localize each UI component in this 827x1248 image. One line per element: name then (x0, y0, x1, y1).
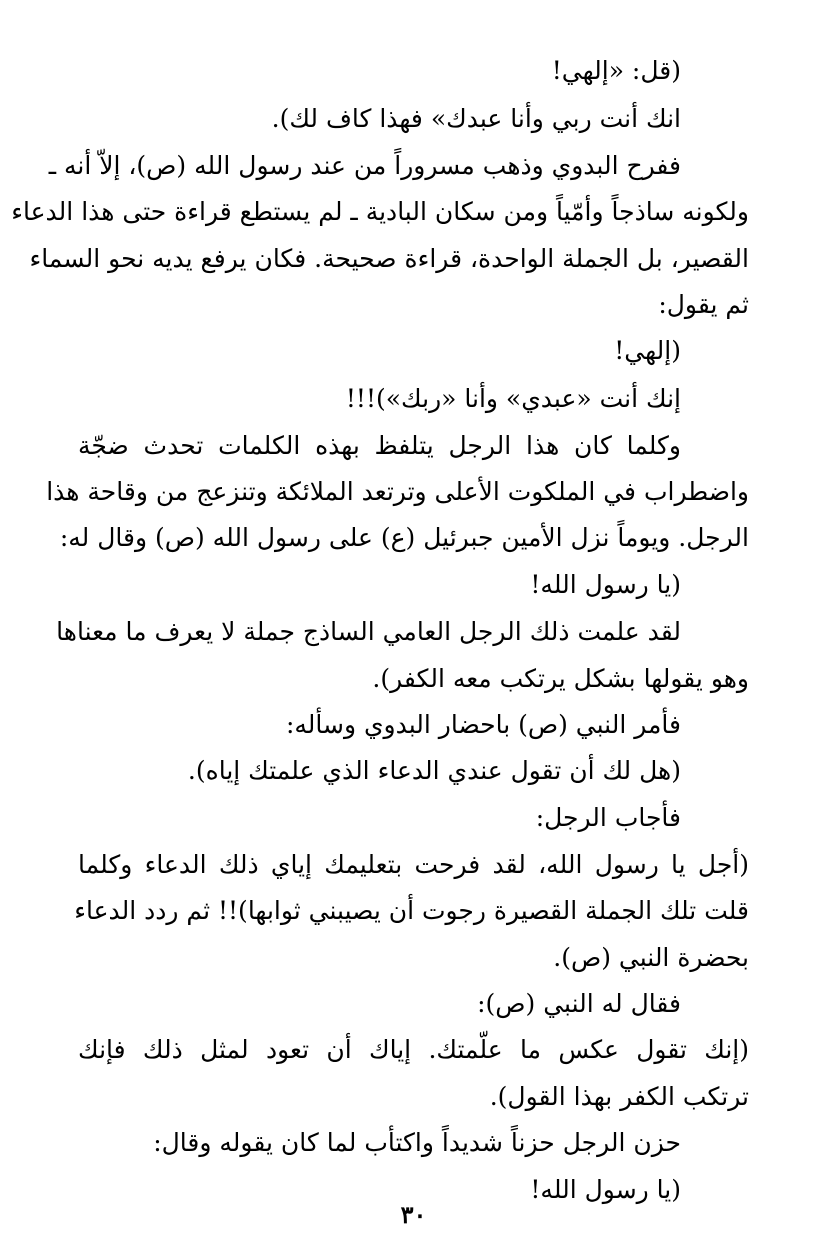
text-line: ثم يقول: (658, 290, 749, 319)
text-line: (هل لك أن تقول عندي الدعاء الذي علمتك إياه). (187, 756, 681, 785)
text-line: (أجل يا رسول الله، لقد فرحت بتعليمك إياي ذلك الدعاء وكلما (78, 850, 749, 879)
text-line: الرجل. ويوماً نزل الأمين جبرئيل (ع) على رسول الله (ص) وقال له: (59, 523, 749, 552)
text-line: حزن الرجل حزناً شديداً واكتأب لما كان يقوله وقال: (153, 1128, 681, 1157)
text-line: القصير، بل الجملة الواحدة، قراءة صحيحة. فكان يرفع يديه نحو السماء (29, 244, 749, 273)
text-line: (إنك تقول عكس ما علّمتك. إياك أن تعود لمثل ذلك فإنك (78, 1035, 749, 1064)
text-line: (يا رسول الله! (530, 1175, 681, 1204)
page-number: ٣٠ (400, 1200, 427, 1229)
text-line: (قل: «إلهي! (551, 56, 681, 85)
text-line: إنك أنت «عبدي» وأنا «ربك»)!!! (345, 384, 681, 413)
text-line: (يا رسول الله! (530, 570, 681, 599)
text-line: فقال له النبي (ص): (477, 989, 681, 1018)
text-line: ففرح البدوي وذهب مسروراً من عند رسول الله (ص)، إلاّ أنه ـ (48, 151, 681, 180)
text-line: لقد علمت ذلك الرجل العامي الساذج جملة لا يعرف ما معناها (56, 617, 681, 646)
text-line: بحضرة النبي (ص). (553, 943, 749, 972)
text-line: ترتكب الكفر بهذا القول). (489, 1082, 749, 1111)
text-line: فأمر النبي (ص) باحضار البدوي وسأله: (285, 710, 681, 739)
text-line: وكلما كان هذا الرجل يتلفظ بهذه الكلمات تحدث ضجّة (78, 431, 681, 460)
text-line: قلت تلك الجملة القصيرة رجوت أن يصيبني ثوابها)!! ثم ردد الدعاء (74, 896, 749, 925)
text-line: واضطراب في الملكوت الأعلى وترتعد الملائكة وتنزعج من وقاحة هذا (46, 477, 749, 506)
text-line: انك أنت ربي وأنا عبدك» فهذا كاف لك). (271, 104, 681, 133)
text-line: فأجاب الرجل: (535, 803, 681, 832)
text-line: (إلهي! (614, 336, 681, 365)
text-line: ولكونه ساذجاً وأمّياً ومن سكان البادية ـ لم يستطع قراءة حتى هذا الدعاء (11, 197, 749, 226)
text-line: وهو يقولها بشكل يرتكب معه الكفر). (372, 664, 749, 693)
